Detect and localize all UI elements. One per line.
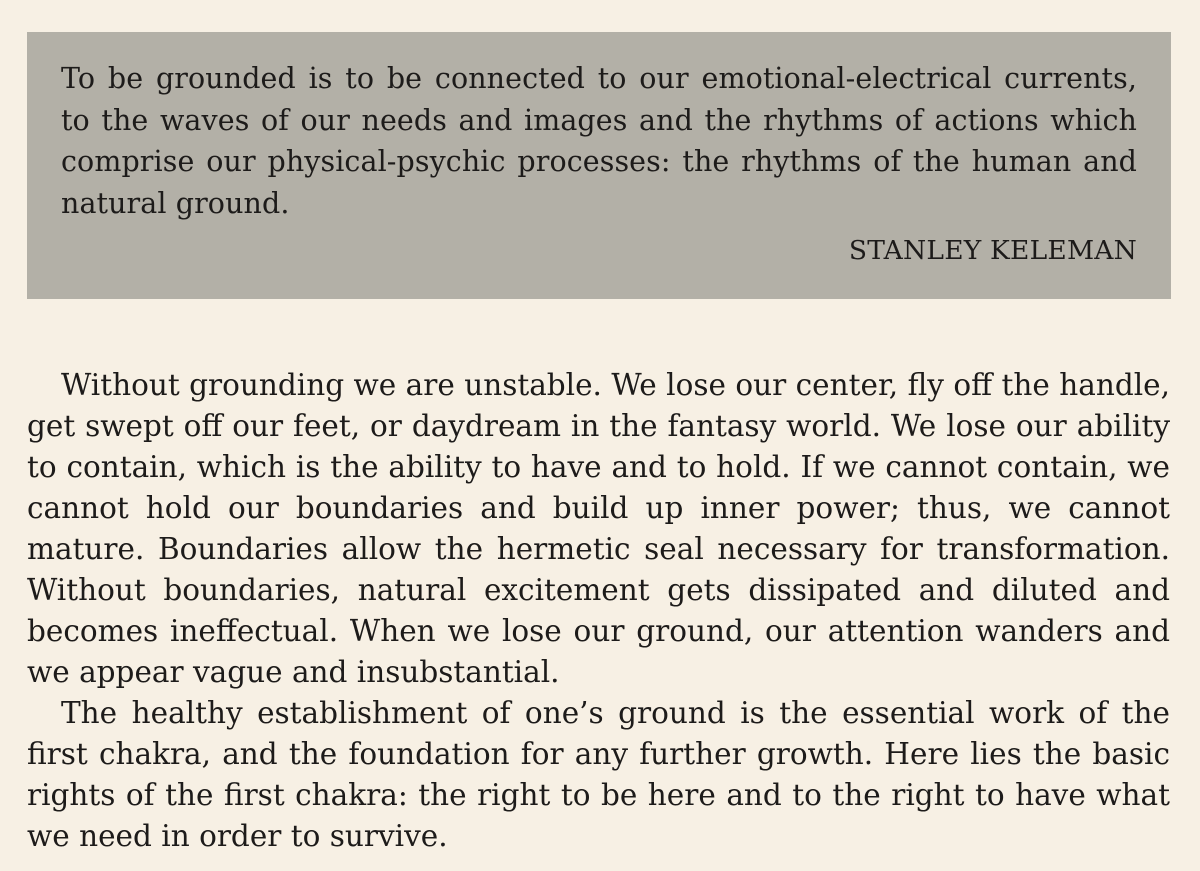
epigraph-author: STANLEY KELEMAN [848,235,1137,266]
paragraph: Without grounding we are unstable. We lose our center, fly off the handle, get swept off our feet, or daydream in the fantasy world. We lose our ability to contain, which is the ability to have and to hold. If we cannot contain, we cannot hold our boundaries and build up inner power; thus, we cannot mature. Boundaries allow the hermetic seal necessary for transformation. Without boundaries, natural excitement gets dissipated and diluted and becomes ineffectual. When we lose our ground, our attention wanders and we appear vague and insubstantial. [27,368,1170,689]
body-text [27,365,1170,857]
epigraph-quote: To be grounded is to be connected to our emotional-electrical currents, to the waves of our needs and images and the rhythms of actions which comprise our physical-psychic processes: the rhythms of the human and natural ground. [61,62,1137,220]
paragraph: The healthy establishment of one’s ground is the essential work of the first chakra, and the foundation for any further growth. Here lies the basic rights of the first chakra: the right to be here and to the right to have what we need in order to survive. [27,696,1170,853]
